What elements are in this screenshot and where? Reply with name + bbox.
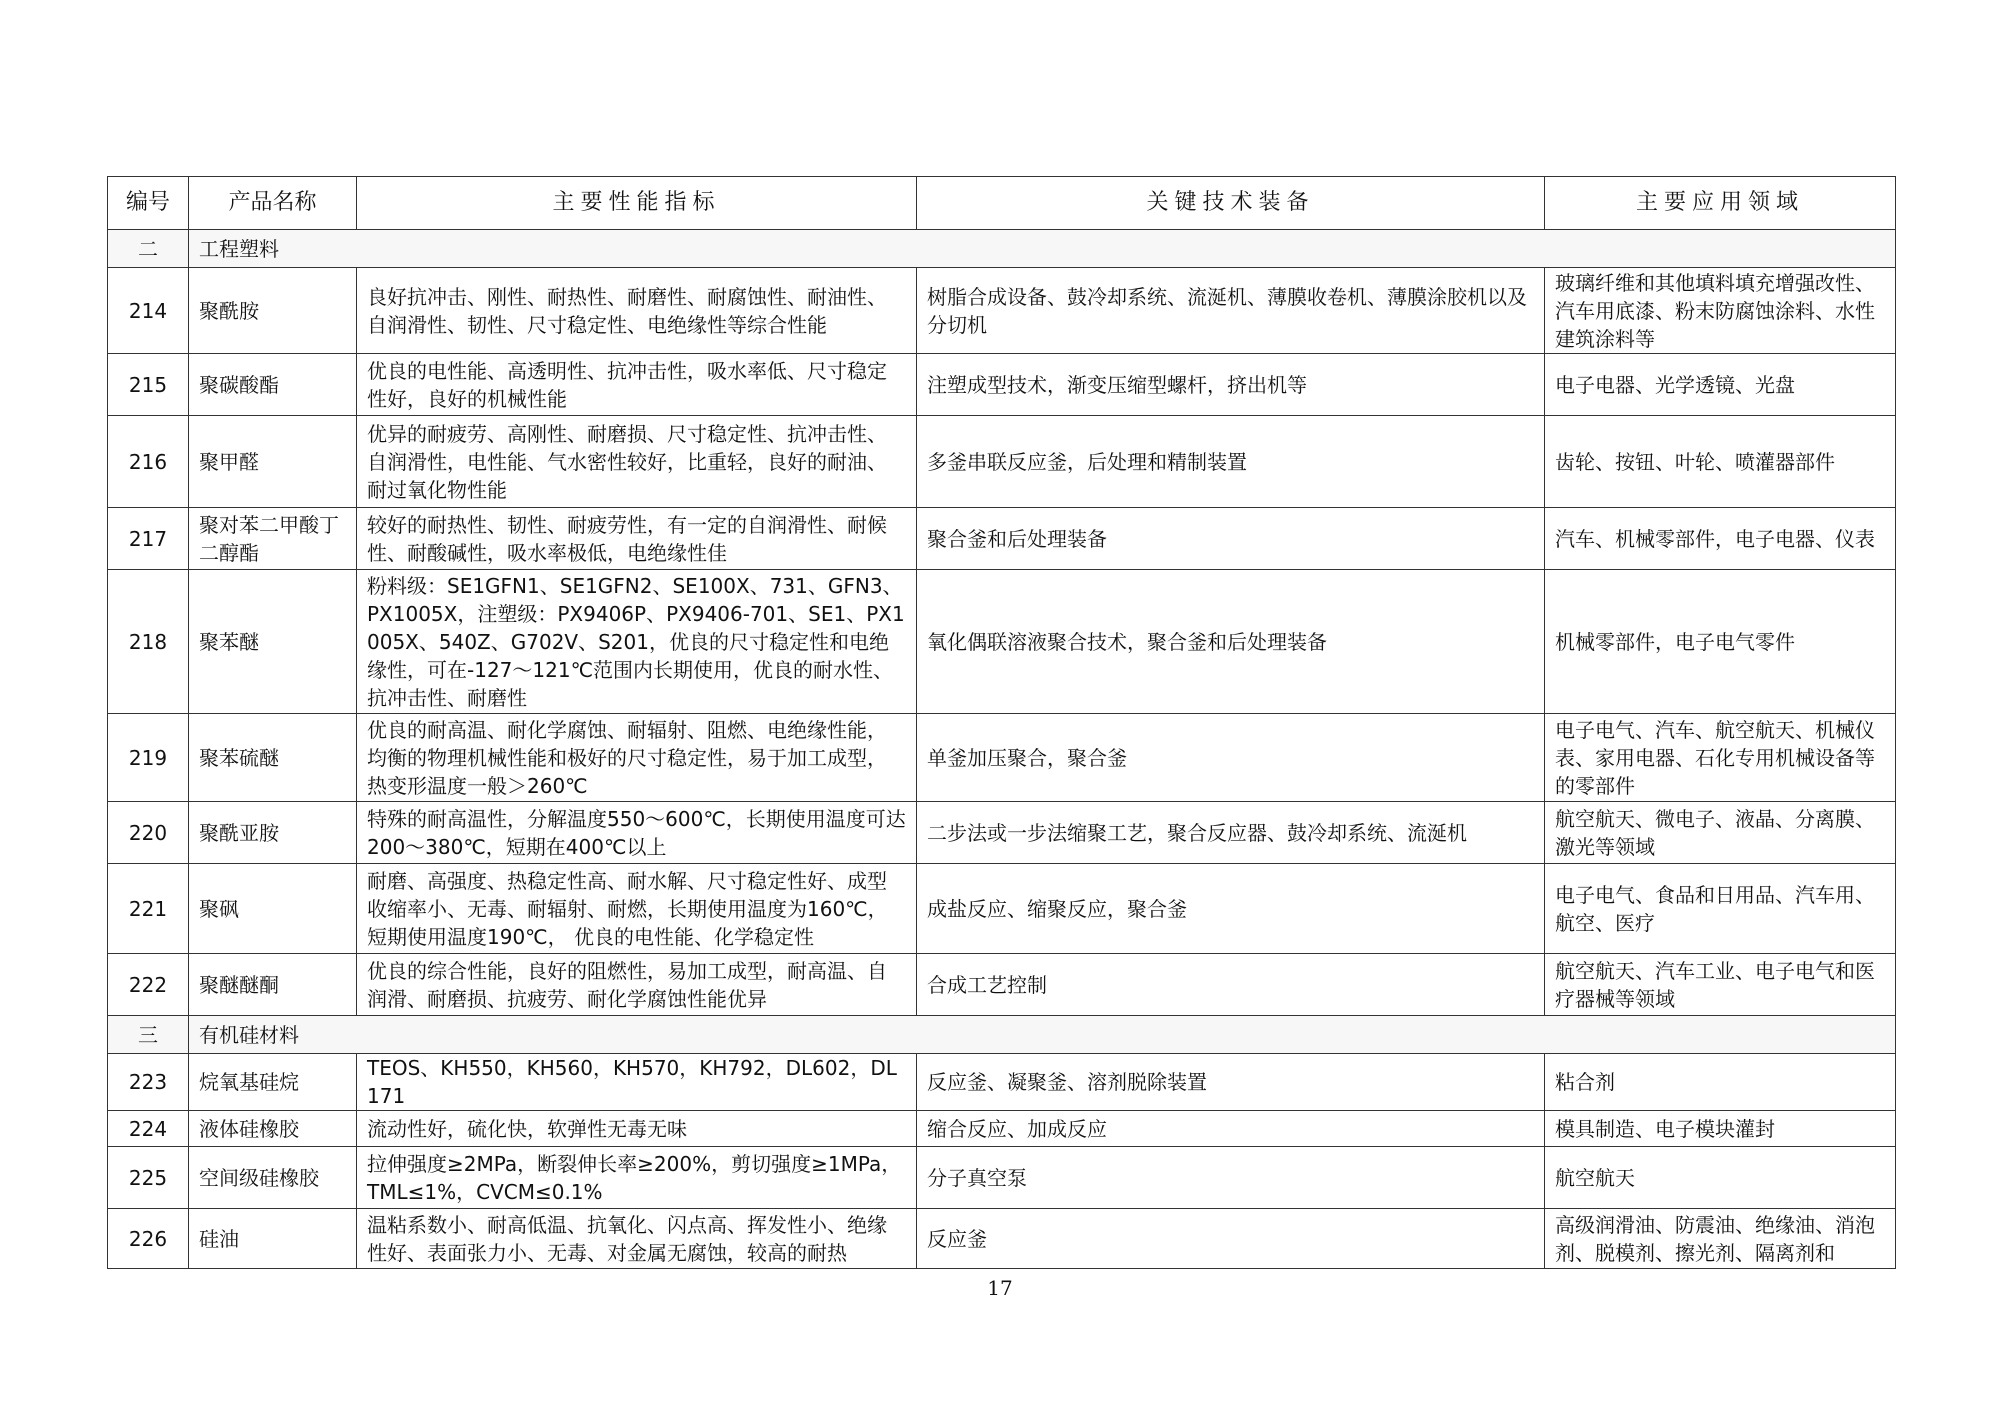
- cell-performance: 优良的耐高温、耐化学腐蚀、耐辐射、阻燃、电绝缘性能，均衡的物理机械性能和极好的尺寸稳定性，易于加工成型，热变形温度一般＞260℃: [357, 714, 917, 802]
- page-number: 17: [987, 1276, 1013, 1300]
- cell-application: 机械零部件，电子电气零件: [1545, 570, 1896, 714]
- cell-performance: 特殊的耐高温性，分解温度550～600℃，长期使用温度可达200～380℃，短期在400℃以上: [357, 802, 917, 864]
- cell-performance: 优良的综合性能，良好的阻燃性，易加工成型，耐高温、自润滑、耐磨损、抗疲劳、耐化学腐蚀性能优异: [357, 954, 917, 1016]
- header-no: 编号: [108, 177, 189, 230]
- section-row: [108, 230, 1896, 268]
- cell-equipment: 成盐反应、缩聚反应，聚合釜: [917, 864, 1545, 954]
- cell-no: 224: [108, 1111, 189, 1147]
- cell-name: 硅油: [189, 1209, 357, 1269]
- header-equipment: 关键技术装备: [917, 177, 1545, 230]
- cell-performance: 温粘系数小、耐高低温、抗氧化、闪点高、挥发性小、绝缘性好、表面张力小、无毒、对金属无腐蚀，较高的耐热: [357, 1209, 917, 1269]
- cell-name: 聚醚醚酮: [189, 954, 357, 1016]
- cell-no: 223: [108, 1054, 189, 1111]
- cell-no: 221: [108, 864, 189, 954]
- cell-equipment: 合成工艺控制: [917, 954, 1545, 1016]
- table-row: [108, 1111, 1896, 1147]
- cell-name: 聚对苯二甲酸丁二醇酯: [189, 508, 357, 570]
- cell-equipment: 反应釜: [917, 1209, 1545, 1269]
- table-row: [108, 802, 1896, 864]
- section-number: 二: [108, 230, 189, 268]
- cell-performance: 耐磨、高强度、热稳定性高、耐水解、尺寸稳定性好、成型收缩率小、无毒、耐辐射、耐燃，长期使用温度为160℃，短期使用温度190℃， 优良的电性能、化学稳定性: [357, 864, 917, 954]
- table-row: [108, 508, 1896, 570]
- cell-name: 空间级硅橡胶: [189, 1147, 357, 1209]
- cell-equipment: 树脂合成设备、鼓冷却系统、流涎机、薄膜收卷机、薄膜涂胶机以及分切机: [917, 268, 1545, 354]
- header-row: [108, 177, 1896, 230]
- cell-equipment: 单釜加压聚合，聚合釜: [917, 714, 1545, 802]
- cell-performance: TEOS、KH550，KH560，KH570，KH792，DL602，DL171: [357, 1054, 917, 1111]
- table-row: [108, 864, 1896, 954]
- cell-performance: 流动性好，硫化快，软弹性无毒无味: [357, 1111, 917, 1147]
- cell-performance: 较好的耐热性、韧性、耐疲劳性，有一定的自润滑性、耐候性、耐酸碱性，吸水率极低，电绝缘性佳: [357, 508, 917, 570]
- cell-application: 齿轮、按钮、叶轮、喷灌器部件: [1545, 416, 1896, 508]
- cell-equipment: 聚合釜和后处理装备: [917, 508, 1545, 570]
- cell-application: 玻璃纤维和其他填料填充增强改性、汽车用底漆、粉末防腐蚀涂料、水性建筑涂料等: [1545, 268, 1896, 354]
- cell-equipment: 氧化偶联溶液聚合技术，聚合釜和后处理装备: [917, 570, 1545, 714]
- cell-application: 航空航天: [1545, 1147, 1896, 1209]
- cell-application: 模具制造、电子模块灌封: [1545, 1111, 1896, 1147]
- cell-application: 汽车、机械零部件，电子电器、仪表: [1545, 508, 1896, 570]
- cell-application: 航空航天、汽车工业、电子电气和医疗器械等领域: [1545, 954, 1896, 1016]
- cell-no: 217: [108, 508, 189, 570]
- header-application: 主要应用领域: [1545, 177, 1896, 230]
- table-row: [108, 1209, 1896, 1269]
- table-row: [108, 268, 1896, 354]
- cell-name: 液体硅橡胶: [189, 1111, 357, 1147]
- section-title: 有机硅材料: [189, 1016, 1896, 1054]
- section-number: 三: [108, 1016, 189, 1054]
- cell-name: 聚砜: [189, 864, 357, 954]
- table-row: [108, 570, 1896, 714]
- cell-no: 219: [108, 714, 189, 802]
- table-row: [108, 1147, 1896, 1209]
- cell-application: 航空航天、微电子、液晶、分离膜、激光等领域: [1545, 802, 1896, 864]
- cell-performance: 优良的电性能、高透明性、抗冲击性，吸水率低、尺寸稳定性好，良好的机械性能: [357, 354, 917, 416]
- cell-performance: 拉伸强度≥2MPa，断裂伸长率≥200%，剪切强度≥1MPa，TML≤1%，CVCM≤0.1%: [357, 1147, 917, 1209]
- cell-application: 电子电气、汽车、航空航天、机械仪表、家用电器、石化专用机械设备等的零部件: [1545, 714, 1896, 802]
- table-row: [108, 1054, 1896, 1111]
- cell-equipment: 注塑成型技术，渐变压缩型螺杆，挤出机等: [917, 354, 1545, 416]
- cell-equipment: 二步法或一步法缩聚工艺，聚合反应器、鼓冷却系统、流涎机: [917, 802, 1545, 864]
- cell-performance: 优异的耐疲劳、高刚性、耐磨损、尺寸稳定性、抗冲击性、自润滑性，电性能、气水密性较好，比重轻，良好的耐油、耐过氧化物性能: [357, 416, 917, 508]
- section-title: 工程塑料: [189, 230, 1896, 268]
- header-name: 产品名称: [189, 177, 357, 230]
- cell-no: 225: [108, 1147, 189, 1209]
- product-table: [107, 176, 1896, 1269]
- cell-name: 聚苯醚: [189, 570, 357, 714]
- table-row: [108, 954, 1896, 1016]
- table-row: [108, 714, 1896, 802]
- table-row: [108, 416, 1896, 508]
- cell-application: 电子电器、光学透镜、光盘: [1545, 354, 1896, 416]
- cell-name: 烷氧基硅烷: [189, 1054, 357, 1111]
- cell-name: 聚酰亚胺: [189, 802, 357, 864]
- cell-no: 222: [108, 954, 189, 1016]
- cell-performance: 粉料级：SE1GFN1、SE1GFN2、SE100X、731、GFN3、PX1005X，注塑级：PX9406P、PX9406-701、SE1、PX1005X、540Z、G702V、S201，优良的尺寸稳定性和电绝缘性，可在-127～121℃范围内长期使用，优良的耐水性、抗冲击性、耐磨性: [357, 570, 917, 714]
- cell-performance: 良好抗冲击、刚性、耐热性、耐磨性、耐腐蚀性、耐油性、自润滑性、韧性、尺寸稳定性、电绝缘性等综合性能: [357, 268, 917, 354]
- section-row: [108, 1016, 1896, 1054]
- cell-no: 216: [108, 416, 189, 508]
- cell-application: 高级润滑油、防震油、绝缘油、消泡剂、脱模剂、擦光剂、隔离剂和: [1545, 1209, 1896, 1269]
- cell-equipment: 分子真空泵: [917, 1147, 1545, 1209]
- cell-name: 聚甲醛: [189, 416, 357, 508]
- header-performance: 主要性能指标: [357, 177, 917, 230]
- cell-application: 粘合剂: [1545, 1054, 1896, 1111]
- table-row: [108, 354, 1896, 416]
- cell-no: 226: [108, 1209, 189, 1269]
- cell-name: 聚酰胺: [189, 268, 357, 354]
- cell-equipment: 缩合反应、加成反应: [917, 1111, 1545, 1147]
- cell-name: 聚碳酸酯: [189, 354, 357, 416]
- cell-name: 聚苯硫醚: [189, 714, 357, 802]
- cell-no: 215: [108, 354, 189, 416]
- cell-application: 电子电气、食品和日用品、汽车用、航空、医疗: [1545, 864, 1896, 954]
- cell-equipment: 反应釜、凝聚釜、溶剂脱除装置: [917, 1054, 1545, 1111]
- cell-no: 214: [108, 268, 189, 354]
- cell-equipment: 多釜串联反应釜，后处理和精制装置: [917, 416, 1545, 508]
- cell-no: 218: [108, 570, 189, 714]
- cell-no: 220: [108, 802, 189, 864]
